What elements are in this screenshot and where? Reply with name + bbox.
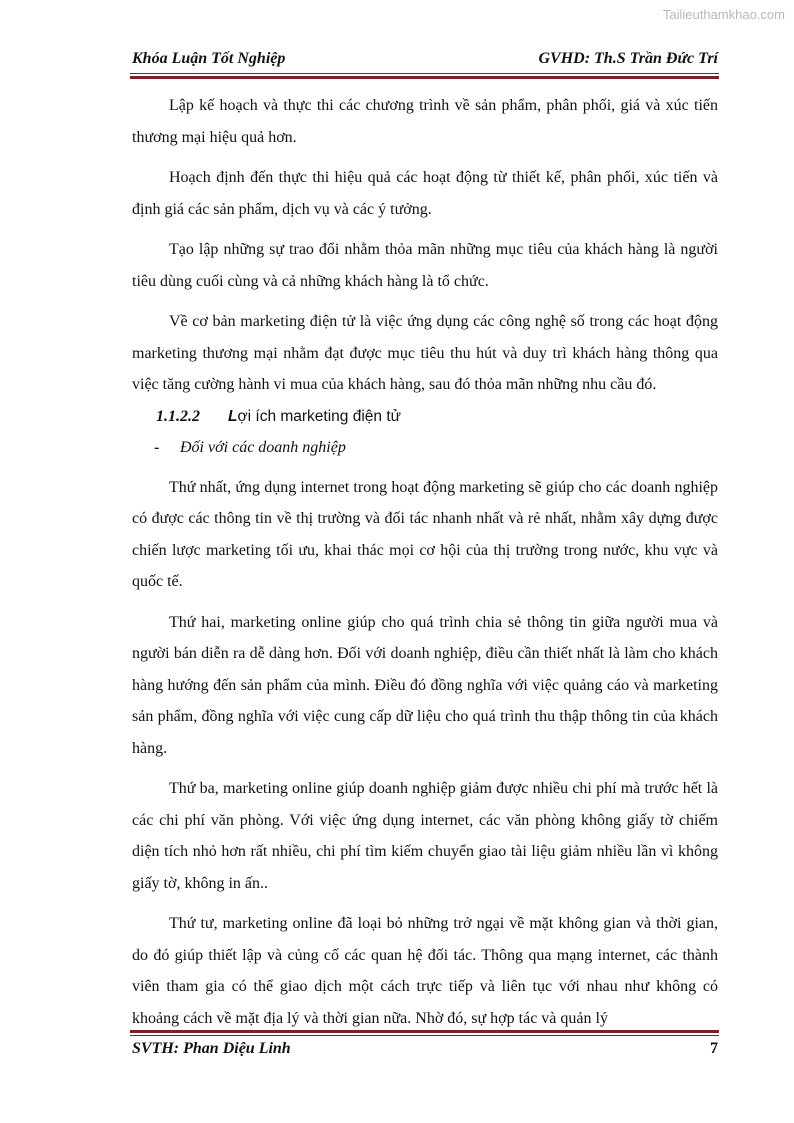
supervisor: GVHD: Th.S Trần Đức Trí — [538, 50, 718, 67]
student-name: SVTH: Phan Diệu Linh — [132, 1040, 291, 1057]
section-heading — [132, 401, 718, 432]
thesis-title: Khóa Luận Tốt Nghiệp — [132, 50, 286, 67]
page-footer — [132, 1040, 718, 1058]
section-title-initial: L — [228, 407, 238, 425]
paragraph: Tạo lập những sự trao đổi nhằm thỏa mãn những mục tiêu của khách hàng là người tiêu dùng cuối cùng và cả những khách hàng là tổ chức. — [132, 241, 718, 290]
paragraph: Hoạch định đến thực thi hiệu quả các hoạt động từ thiết kế, phân phối, xúc tiến và định giá các sản phẩm, dịch vụ và các ý tưởng. — [132, 169, 718, 218]
section-title — [228, 408, 401, 425]
paragraph: Lập kế hoạch và thực thi các chương trình về sản phẩm, phân phối, giá và xúc tiến thương mại hiệu quả hơn. — [132, 97, 718, 146]
paragraph: Thứ tư, marketing online đã loại bỏ những trở ngại về mặt không gian và thời gian, do đó giúp thiết lập và củng cố các quan hệ đối tác. Thông qua mạng internet, các thành viên tham gia có thể giao dịch một cách trực tiếp và liên tục với nhau như không có khoảng cách về mặt địa lý và thời gian nữa. Nhờ đó, sự hợp tác và quản lý — [132, 915, 718, 1027]
header-rule — [130, 73, 719, 79]
page-header — [132, 50, 718, 68]
paragraph: Về cơ bản marketing điện tử là việc ứng dụng các công nghệ số trong các hoạt động marketing thương mại nhằm đạt được mục tiêu thu hút và duy trì khách hàng thông qua việc tăng cường hành vi mua của khách hàng, sau đó thỏa mãn những nhu cầu đó. — [132, 313, 718, 393]
page-content — [132, 90, 718, 1043]
footer-rule — [130, 1030, 719, 1036]
paragraph: Thứ hai, marketing online giúp cho quá trình chia sẻ thông tin giữa người mua và người bán diễn ra dễ dàng hơn. Đối với doanh nghiệp, điều cần thiết nhất là làm cho khách hàng hướng đến sản phẩm của mình. Điều đó đồng nghĩa với việc quảng cáo và marketing sản phẩm, đồng nghĩa với việc cung cấp dữ liệu cho quá trình thu thập thông tin của khách hàng. — [132, 613, 718, 757]
bullet-dash: - — [154, 438, 160, 456]
section-number: 1.1.2.2 — [156, 407, 200, 425]
section-title-rest: ợi ích marketing điện tử — [237, 407, 402, 425]
page-number: 7 — [710, 1040, 718, 1057]
bullet-text: Đối với các doanh nghiệp — [180, 438, 346, 456]
paragraph: Thứ nhất, ứng dụng internet trong hoạt động marketing sẽ giúp cho các doanh nghiệp có được các thông tin về thị trường và đối tác nhanh nhất và rẻ nhất, nhằm xây dựng được chiến lược marketing tối ưu, khai thác mọi cơ hội của thị trường trong nước, khu vực và quốc tế. — [132, 478, 718, 590]
bullet-item — [132, 432, 718, 463]
watermark: Tailieuthamkhao.com — [662, 7, 785, 22]
paragraph: Thứ ba, marketing online giúp doanh nghiệp giảm được nhiều chi phí mà trước hết là các chi phí văn phòng. Với việc ứng dụng internet, các văn phòng không giấy tờ chiếm diện tích nhỏ hơn rất nhiều, chi phí tìm kiếm chuyển giao tài liệu giảm nhiều lần vì không giấy tờ, không in ấn.. — [132, 780, 718, 892]
